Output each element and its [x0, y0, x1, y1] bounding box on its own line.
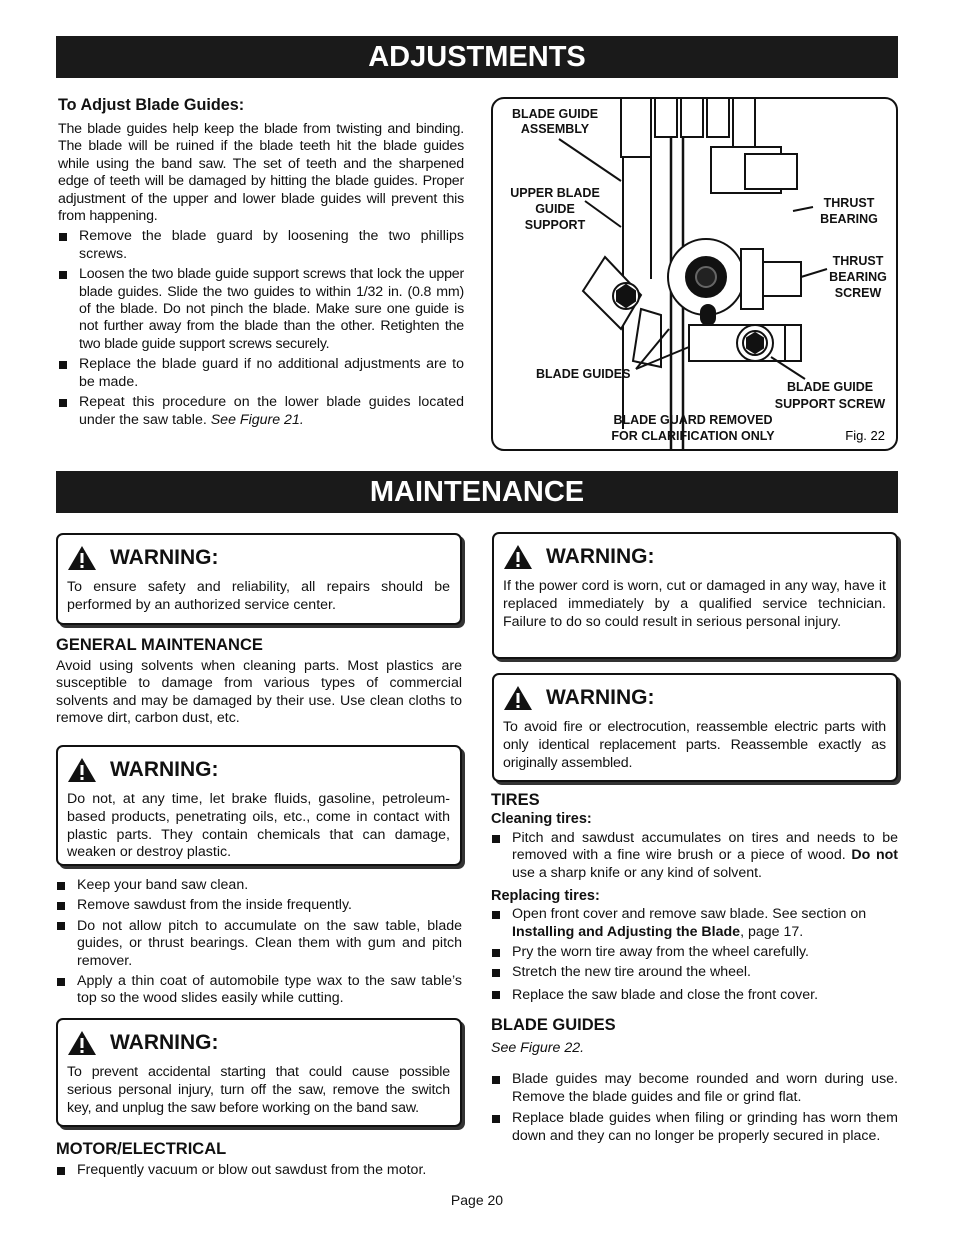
- adjust-steps: [58, 228, 464, 428]
- label-blade-guides: BLADE GUIDES: [536, 367, 631, 381]
- label-thrust-bearing: THRUST: [823, 196, 875, 210]
- list-item: Replace the saw blade and close the front cover.: [491, 987, 898, 1004]
- list-item: Remove sawdust from the inside frequently.: [56, 897, 462, 914]
- list-item: Replace the blade guard if no additional adjustments are to be made.: [58, 356, 464, 391]
- maintenance-banner: MAINTENANCE: [56, 471, 898, 513]
- label-blade-guard-removed: FOR CLARIFICATION ONLY: [611, 429, 775, 443]
- list-item: Frequently vacuum or blow out sawdust from the motor.: [56, 1162, 462, 1179]
- adjust-intro: The blade guides help keep the blade from twisting and binding. The blade will be ruined if the blade teeth hit the blade guides while using the band saw. The set of teeth and the sharpened edge of teeth will be damaged by hitting the blade guides. Proper adjustment of the upper and lower blade guides will prevent this from happening.: [58, 121, 464, 225]
- warning-label: WARNING:: [110, 1031, 219, 1054]
- list-item: Pry the worn tire away from the wheel carefully.: [491, 944, 898, 961]
- warning-box-accidental-start: [56, 1018, 462, 1127]
- warning-box-power-cord: [492, 532, 898, 659]
- general-maintenance-title: GENERAL MAINTENANCE: [56, 636, 263, 654]
- figure-reference: See Figure 22.: [491, 1040, 585, 1056]
- figure-reference: See Figure 21.: [210, 411, 304, 428]
- blade-guide-diagram: [493, 99, 898, 451]
- label-thrust-bearing-screw: THRUST: [832, 254, 884, 268]
- replacing-tires-list: [491, 906, 898, 1004]
- cleaning-list: [56, 877, 462, 1008]
- label-blade-guide-assembly: ASSEMBLY: [520, 122, 590, 136]
- blade-guides-title: BLADE GUIDES: [491, 1016, 616, 1034]
- tires-section: [491, 791, 898, 1004]
- page-number: Page 20: [450, 1192, 504, 1208]
- warning-triangle-icon: [67, 1030, 97, 1056]
- motor-list: [56, 1162, 462, 1179]
- cleaning-tires-list: [491, 830, 898, 882]
- warning-triangle-icon: [67, 545, 97, 571]
- warning-text: If the power cord is worn, cut or damaged in any way, have it replaced immediately by a qualified service technician. Failure to do so could result in serious personal injury.: [503, 578, 886, 630]
- cleaning-tires-title: Cleaning tires:: [491, 811, 592, 827]
- warning-box-electrocution: [492, 673, 898, 782]
- replacing-tires-title: Replacing tires:: [491, 888, 600, 905]
- warning-triangle-icon: [503, 685, 533, 711]
- warning-label: WARNING:: [110, 758, 219, 781]
- warning-text: Do not, at any time, let brake fluids, gasoline, petroleum-based products, penetrating oils, etc., come in contact with plastic parts. They contain chemicals that can damage, weaken or destroy plastic.: [67, 791, 450, 861]
- adjust-title: To Adjust Blade Guides:: [58, 96, 245, 114]
- figure-caption: Fig. 22: [845, 428, 885, 443]
- motor-section: [56, 1140, 462, 1179]
- list-item: Apply a thin coat of automobile type wax to the saw table’s top so the wood slides easily while cutting.: [56, 973, 462, 1008]
- warning-label: WARNING:: [546, 545, 655, 568]
- warning-text: To avoid fire or electrocution, reassemble electric parts with only identical replacement parts. Reassemble exactly as originally assembled.: [503, 719, 886, 771]
- warning-box-service: [56, 533, 462, 625]
- adjustments-banner: ADJUSTMENTS: [56, 36, 898, 78]
- list-item: Stretch the new tire around the wheel.: [491, 964, 898, 981]
- general-maintenance-text: Avoid using solvents when cleaning parts. Most plastics are susceptible to damage from various types of commercial solvents and may be damaged by their use. Use clean cloths to remove dirt, carbon dust, etc.: [56, 658, 462, 727]
- cleaning-list-section: [56, 877, 462, 1008]
- list-item: Do not allow pitch to accumulate on the saw table, blade guides, or thrust bearings. Clean them with gum and pitch remover.: [56, 918, 462, 970]
- label-blade-guide-support-screw: BLADE GUIDE: [786, 380, 874, 394]
- label-upper-blade-guide-support: GUIDE: [535, 202, 575, 216]
- list-item: Repeat this procedure on the lower blade guides located under the saw table. See Figure 21.: [58, 394, 464, 429]
- list-item: Loosen the two blade guide support screws that lock the upper blade guides. Slide the two guides to within 1/32 in. (0.8 mm) of the blade. Do not pinch the blade. Make sure one guide is not further away from the blade than the other. Retighten the two blade guide support screws securely.: [58, 266, 464, 353]
- warning-label: WARNING:: [546, 686, 655, 709]
- label-thrust-bearing-screw: BEARING: [829, 270, 887, 284]
- label-blade-guide-support-screw: SUPPORT SCREW: [774, 397, 886, 411]
- blade-guides-list: [491, 1071, 898, 1145]
- list-item: Blade guides may become rounded and worn during use. Remove the blade guides and file or grind flat.: [491, 1071, 898, 1106]
- tires-title: TIRES: [491, 791, 540, 809]
- general-maintenance-section: [56, 636, 462, 728]
- list-item: Keep your band saw clean.: [56, 877, 462, 894]
- adjust-section: [58, 96, 464, 429]
- label-blade-guard-removed: BLADE GUARD REMOVED: [613, 413, 773, 427]
- list-item: Remove the blade guard by loosening the two phillips screws.: [58, 228, 464, 263]
- figure-22: [491, 97, 898, 451]
- label-upper-blade-guide-support: UPPER BLADE: [510, 186, 600, 200]
- warning-triangle-icon: [67, 757, 97, 783]
- list-item: Open front cover and remove saw blade. See section on Installing and Adjusting the Blade, page 17.: [491, 906, 898, 941]
- label-upper-blade-guide-support: SUPPORT: [524, 218, 586, 232]
- label-blade-guide-assembly: BLADE GUIDE: [511, 107, 599, 121]
- label-thrust-bearing-screw: SCREW: [834, 286, 882, 300]
- warning-box-solvents: [56, 745, 462, 866]
- warning-triangle-icon: [503, 544, 533, 570]
- label-thrust-bearing: BEARING: [820, 212, 878, 226]
- list-item: Pitch and sawdust accumulates on tires and needs to be removed with a fine wire brush or a piece of wood. Do not use a sharp knife or any kind of solvent.: [491, 830, 898, 882]
- list-item: Replace blade guides when filing or grinding has worn them down and they can no longer be properly secured in place.: [491, 1110, 898, 1145]
- blade-guides-section: [491, 1016, 898, 1145]
- warning-label: WARNING:: [110, 546, 219, 569]
- warning-text: To prevent accidental starting that could cause possible serious personal injury, turn off the saw, remove the switch key, and unplug the saw before working on the band saw.: [67, 1064, 450, 1116]
- motor-title: MOTOR/ELECTRICAL: [56, 1140, 227, 1158]
- warning-text: To ensure safety and reliability, all repairs should be performed by an authorized service center.: [67, 579, 450, 613]
